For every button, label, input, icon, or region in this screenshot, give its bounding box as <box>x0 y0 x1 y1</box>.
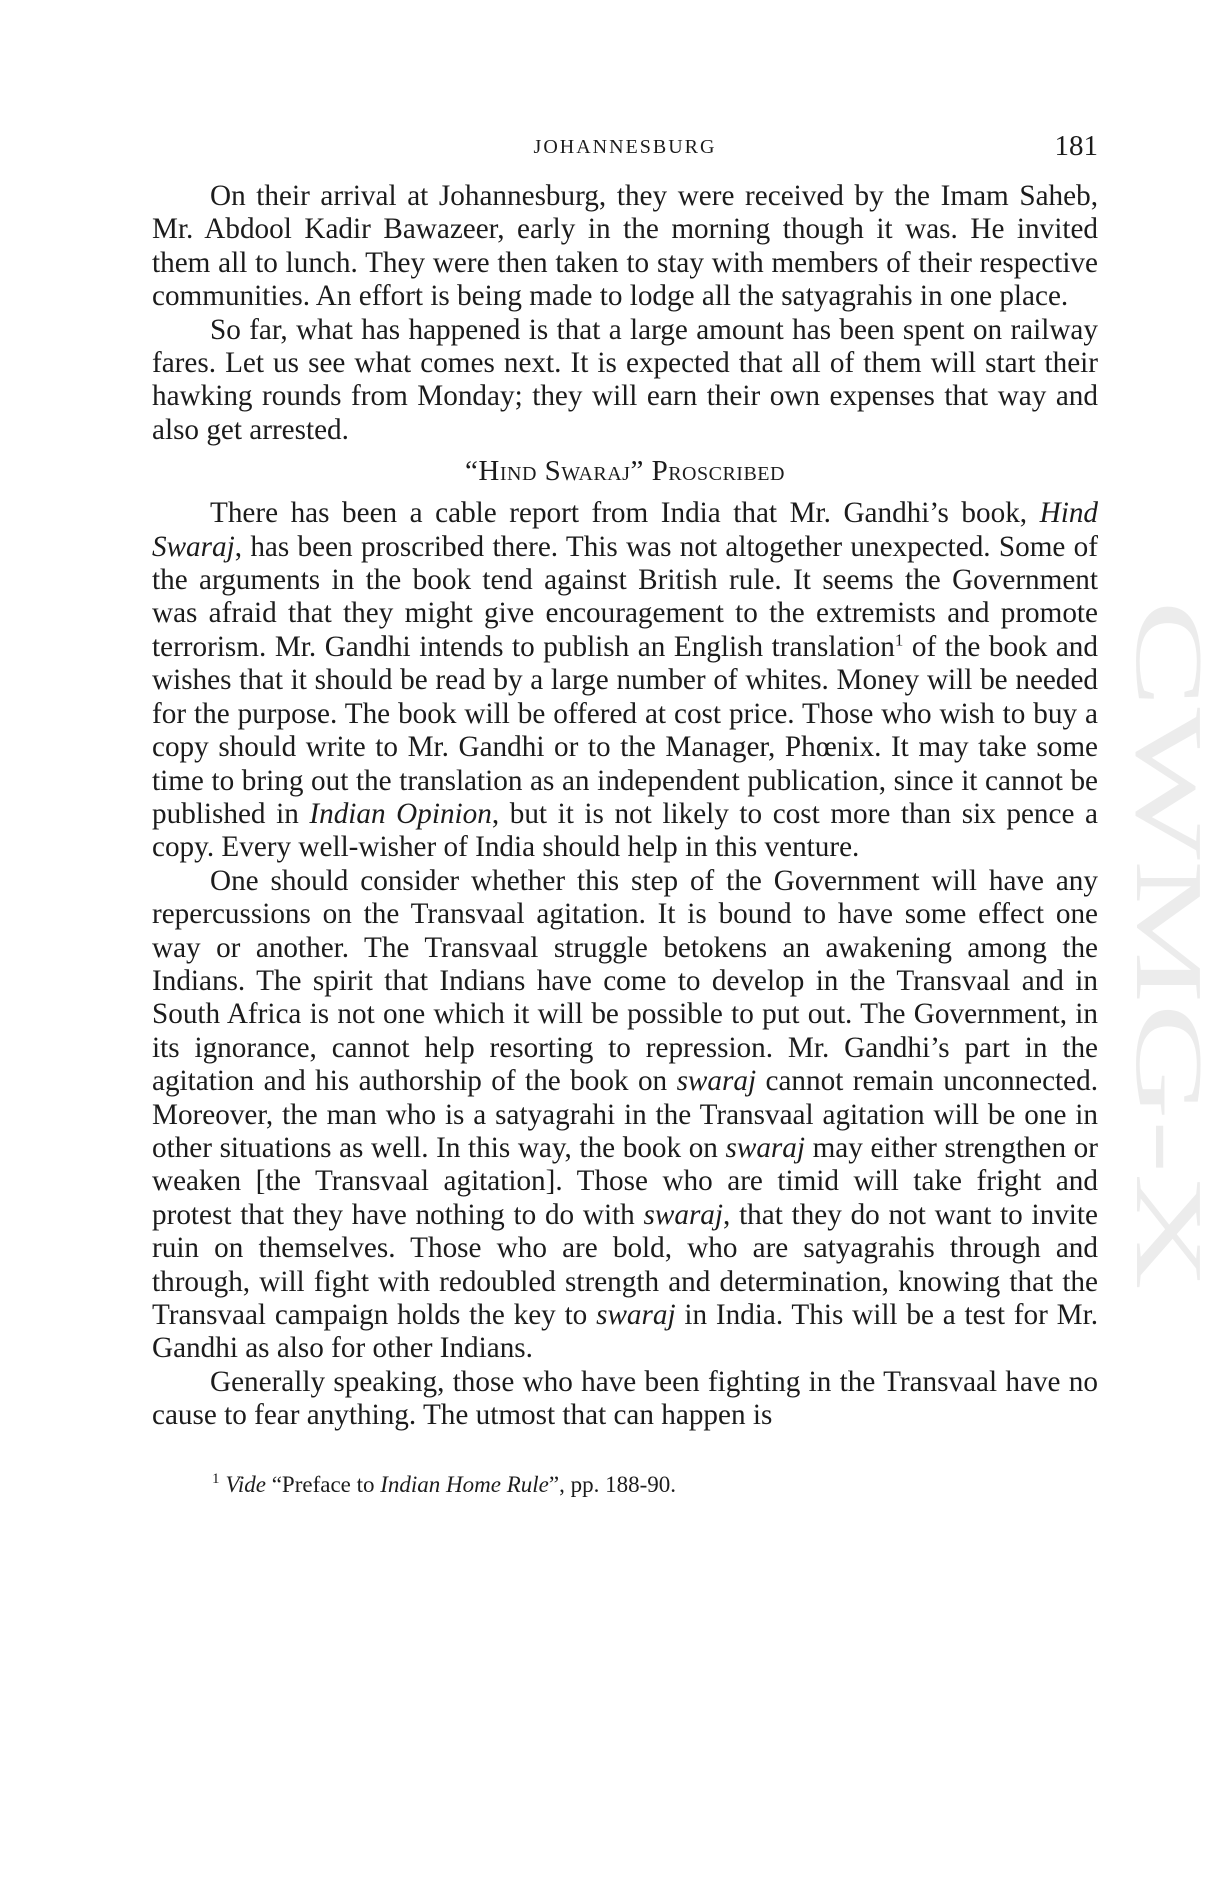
page-number: 181 <box>1054 130 1098 162</box>
book-page <box>152 128 1098 1499</box>
paragraph-railway-fares: So far, what has happened is that a large amount has been spent on railway fares. Let us see what comes next. It is expected that all of them will start their hawking rounds from Monday; they will earn their own expenses that way and also get arrested. <box>152 313 1098 446</box>
footnote-reference[interactable]: 1 <box>894 630 904 650</box>
watermark-text: CWMG-X <box>1116 600 1223 1011</box>
running-title: JOHANNESBURG <box>533 136 717 158</box>
text-run: may either strengthen or weaken [the Transvaal agitation]. Those who are timid will take fright and protest that they have nothing to do with <box>152 1131 1098 1231</box>
footnote-mark: 1 <box>212 1470 220 1487</box>
text-run: , that they do not want to invite ruin on themselves. Those who are bold, who are satyagrahis through and through, will fight with redoubled strength and determination, knowing that the Transvaal campaign holds the key to <box>152 1198 1098 1331</box>
footnote-text: “Preface to <box>265 1471 381 1497</box>
paragraph-arrival: On their arrival at Johannesburg, they were received by the Imam Saheb, Mr. Abdool Kadir Bawazeer, early in the morning though it was. He invited them all to lunch. They were then taken to stay with members of their respective communities. An effort is being made to lodge all the satyagrahis in one place. <box>152 180 1098 313</box>
text-run: , but it is not likely to cost more than six pence a copy. Every well-wisher of India should help in this venture. <box>152 797 1098 864</box>
text-run: One should consider whether this step of the Government will have any repercussions on the Transvaal agitation. It is bound to have some effect one way or another. The Transvaal struggle betokens an awakening among the Indians. The spirit that Indians have come to develop in the Transvaal and in South Africa is not one which it will be possible to put out. The Government, in its ignorance, cannot help resorting to repression. Mr. Gandhi’s part in the agitation and his authorship of the book on <box>152 864 1098 1098</box>
text-run: in India. This will be a test for Mr. Gandhi as also for other Indians. <box>152 1299 1098 1365</box>
italic-term-swaraj: swaraj <box>725 1131 805 1164</box>
journal-title-indian-opinion: Indian Opinion <box>309 797 492 830</box>
paragraph-generally-speaking: Generally speaking, those who have been fighting in the Transvaal have no cause to fear anything. The utmost that can happen is <box>152 1365 1098 1432</box>
italic-term-swaraj: swaraj <box>596 1299 676 1331</box>
footnote <box>152 1471 1098 1499</box>
text-run: of the book and wishes that it should be read by a large number of whites. Money will be needed for the purpose. The book will be offered at cost price. Those who wish to buy a copy should write to Mr. Gandhi or to the Manager, Phœnix. It may take some time to bring out the translation as an independent publication, since it cannot be published in <box>152 630 1098 830</box>
paragraph-repercussions <box>152 865 1098 1366</box>
italic-term-swaraj: swaraj <box>676 1065 757 1098</box>
book-title-hind-swaraj: Hind Swaraj <box>152 497 1098 563</box>
text-run: , has been proscribed there. This was not altogether unexpected. Some of the arguments in the book tend against British rule. It seems the Government was afraid that they might give encouragement to the extremists and promote terrorism. Mr. Gandhi intends to publish an English translation <box>152 530 1098 663</box>
italic-term-swaraj: swaraj <box>643 1198 724 1231</box>
section-heading: “Hind Swaraj” Proscribed <box>465 455 785 488</box>
text-run: cannot remain unconnected. Moreover, the man who is a satyagrahi in the Transvaal agitation will be one in other situations as well. In this way, the book on <box>152 1065 1098 1164</box>
running-head <box>152 128 1098 168</box>
footnote-text: ”, pp. 188-90. <box>548 1471 677 1497</box>
footnote-book-title: Indian Home Rule <box>380 1471 549 1497</box>
paragraph-proscribed <box>152 497 1098 864</box>
text-run: There has been a cable report from India that Mr. Gandhi’s book, <box>210 497 1040 530</box>
footnote-vide: Vide <box>225 1471 266 1497</box>
watermark <box>1115 600 1223 1300</box>
